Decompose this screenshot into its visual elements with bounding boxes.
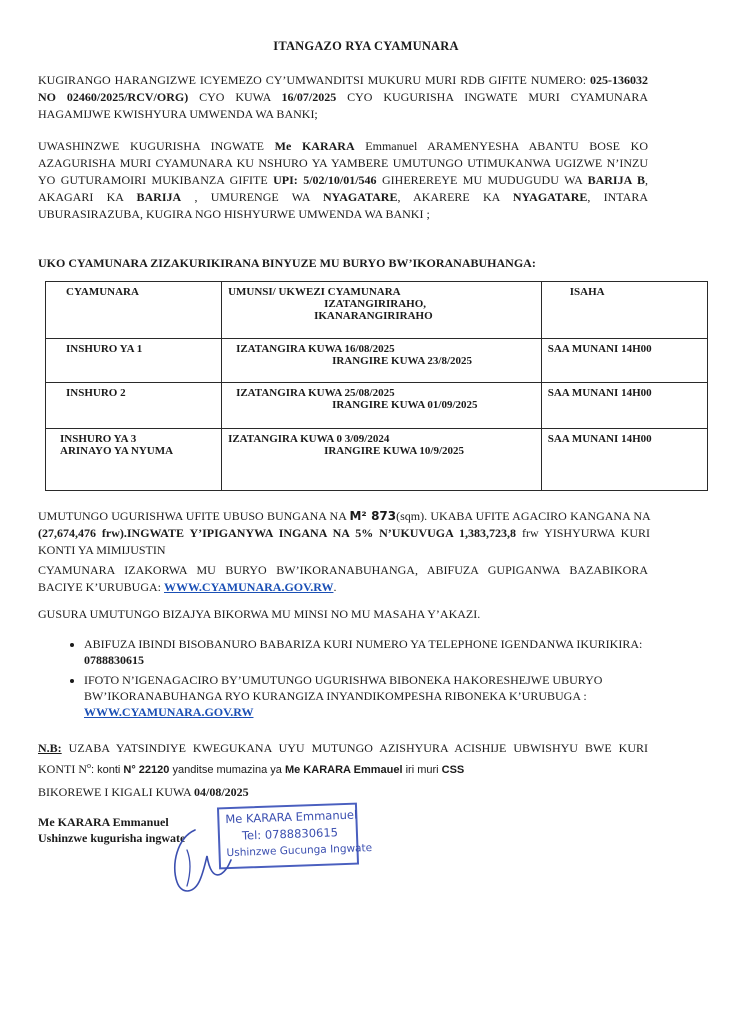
auction-round-note: ARINAYO YA NYUMA xyxy=(60,444,174,457)
text: BIKOREWE I KIGALI KUWA xyxy=(38,785,194,799)
header-time: ISAHA xyxy=(541,282,707,339)
header-date xyxy=(222,282,542,339)
auction-round: INSHURO YA 3 xyxy=(60,432,137,445)
end-date: IRANGIRE KUWA 23/8/2025 xyxy=(332,355,473,368)
bank-name: CSS xyxy=(441,764,465,776)
text: ABIFUZA IBINDI BISOBANURO BABARIZA KURI NUMERO YA TELEPHONE IGENDANWA IKURIKIRA: xyxy=(84,637,643,651)
stamp-line: Ushinzwe Gucunga Ingwate xyxy=(226,842,373,860)
header-date-line1: UMUNSI/ UKWEZI CYAMUNARA xyxy=(228,286,401,298)
text: CYO KUWA xyxy=(188,90,282,104)
row-auction-name xyxy=(46,339,222,383)
registry-number: 025-136032 NO 02460/2025/RCV/ORG) xyxy=(38,73,648,104)
district-name: NYAGATARE xyxy=(512,190,588,204)
row-auction-name xyxy=(46,428,222,490)
header-auction: CYAMUNARA xyxy=(46,282,222,339)
paragraph-online xyxy=(38,562,648,596)
official-stamp xyxy=(217,803,373,870)
text: . xyxy=(333,580,337,594)
info-bullets xyxy=(62,636,670,724)
area-value: M² 873 xyxy=(349,509,397,523)
row-dates xyxy=(222,339,542,383)
text: (sqm). UKABA UFITE AGACIRO KANGANA NA xyxy=(396,509,650,523)
text: CYO KUGURISHA INGWATE MURI CYAMUNARA HAGAMIJWE KWISHYURA UMWENDA WA BANKI; xyxy=(38,90,648,121)
text: , INTARA UBURASIRAZUBA, KUGIRA NGO HISHYURWE UMWENDA WA BANKI ; xyxy=(38,190,649,221)
text: , AKAGARI KA xyxy=(38,173,649,204)
sector-name: NYAGATARE xyxy=(323,190,398,204)
text: Emmanuel ARAMENYESHA ABANTU BOSE KO AZAGURISHA MURI CYAMUNARA KU NSHURO YA YAMBERE UMUTUNGO UTIMUKANWA UGIZWE N’INZU YO GUTURAMOIRI MUKIBANZA GIFITE xyxy=(38,139,648,187)
note-label: N.B: xyxy=(38,741,62,755)
document-title: ITANGAZO RYA CYAMUNARA xyxy=(273,39,459,53)
start-date: IZATANGIRA KUWA 0 3/09/2024 xyxy=(228,432,390,445)
account-holder: Me KARARA xyxy=(284,764,351,776)
header-date-line2: IZATANGIRIRAHO, xyxy=(324,298,427,310)
row-dates xyxy=(222,428,542,490)
auction-round: INSHURO YA 1 xyxy=(66,343,143,356)
text: GIHEREREYE MU MUDUGUDU WA xyxy=(376,173,588,187)
table-row xyxy=(46,339,708,383)
table-row xyxy=(46,382,708,428)
signatory-name: Me KARARA Emmanuel xyxy=(38,815,169,829)
start-date: IZATANGIRA KUWA 25/08/2025 xyxy=(236,386,395,399)
text: , AKARERE KA xyxy=(397,190,513,204)
stamp-line: Me KARARA Emmanuel xyxy=(225,807,358,827)
auction-round: INSHURO 2 xyxy=(66,386,126,399)
paragraph-property xyxy=(38,138,648,223)
row-time: SAA MUNANI 14H00 xyxy=(541,382,707,428)
row-auction-name xyxy=(46,382,222,428)
text: KUGIRANGO HARANGIZWE ICYEMEZO CY’UMWANDITSI MUKURU MURI RDB GIFITE NUMERO: xyxy=(38,73,590,87)
list-item xyxy=(84,636,670,668)
agent-name: Me KARARA xyxy=(274,139,355,153)
issue-date: 04/08/2025 xyxy=(193,785,249,799)
place-and-date xyxy=(38,784,648,801)
account-number: N° 22120 xyxy=(123,764,170,776)
text: UZABA YATSINDIYE KWEGUKANA UYU MUTUNGO AZISHYURA ACISHIJE UBWISHYU BWE KURI KONTI N xyxy=(38,741,648,776)
auction-schedule-table xyxy=(45,281,708,491)
text: yanditse mumazina ya xyxy=(169,764,285,776)
cell-name: BARIJA xyxy=(136,190,182,204)
text: o xyxy=(87,761,91,770)
text: UWASHINZWE KUGURISHA INGWATE xyxy=(38,139,275,153)
text: CYAMUNARA IZAKORWA MU BURYO BW’IKORANABUHANGA, ABIFUZA GUPIGANWA BAZABIKORA BACIYE K’URUBUGA: xyxy=(38,563,648,594)
website-link[interactable]: WWW.CYAMUNARA.GOV.RW xyxy=(84,705,254,719)
signatory-role: Ushinzwe kugurisha ingwate xyxy=(38,831,186,845)
header-date-line3: IKANARANGIRIRAHO xyxy=(314,310,433,322)
row-dates xyxy=(222,382,542,428)
row-time: SAA MUNANI 14H00 xyxy=(541,339,707,383)
property-value: (27,674,476 frw).INGWATE Y’IPIGANYWA INGANA NA 5% N’UKUVUGA 1,383,723,8 xyxy=(38,526,517,540)
text: , UMURENGE WA xyxy=(181,190,323,204)
table-header-row xyxy=(46,282,708,339)
list-item xyxy=(84,672,670,720)
phone-number: 0788830615 xyxy=(84,653,144,667)
account-holder: Emmauel xyxy=(350,764,403,776)
start-date: IZATANGIRA KUWA 16/08/2025 xyxy=(236,343,395,356)
table-row xyxy=(46,428,708,490)
stamp-line: Tel: 0788830615 xyxy=(241,825,339,843)
website-link[interactable]: WWW.CYAMUNARA.GOV.RW xyxy=(164,580,334,594)
handwritten-signature xyxy=(165,820,235,900)
section-heading: UKO CYAMUNARA ZIZAKURIKIRANA BINYUZE MU BURYO BW’IKORANABUHANGA: xyxy=(38,256,536,270)
paragraph-note xyxy=(38,740,648,779)
end-date: IRANGIRE KUWA 01/09/2025 xyxy=(332,398,478,411)
text: iri muri xyxy=(402,764,442,776)
end-date: IRANGIRE KUWA 10/9/2025 xyxy=(324,444,465,457)
paragraph-valuation xyxy=(38,508,650,559)
decision-date: 16/07/2025 xyxy=(281,90,337,104)
text: UMUTUNGO UGURISHWA UFITE UBUSO BUNGANA NA xyxy=(38,509,350,523)
text: IFOTO N’IGENAGACIRO BY’UMUTUNGO UGURISHWA BIBONEKA HAKORESHEJWE UBURYO BW’IKORANABUHANGA RYO KURANGIZA INYANDIKOMPESHA RIBONEKA K’URUBUGA : xyxy=(84,673,603,703)
paragraph-visit: GUSURA UMUTUNGO BIZAJYA BIKORWA MU MINSI NO MU MASAHA Y’AKAZI. xyxy=(38,607,481,621)
village-name: BARIJA B xyxy=(587,173,646,187)
text: frw YISHYURWA KURI KONTI YA MIMIJUSTIN xyxy=(38,526,650,557)
row-time: SAA MUNANI 14H00 xyxy=(541,428,707,490)
upi-number: UPI: 5/02/10/01/546 xyxy=(273,173,377,187)
text: : konti xyxy=(91,764,124,776)
paragraph-decision xyxy=(38,72,648,123)
